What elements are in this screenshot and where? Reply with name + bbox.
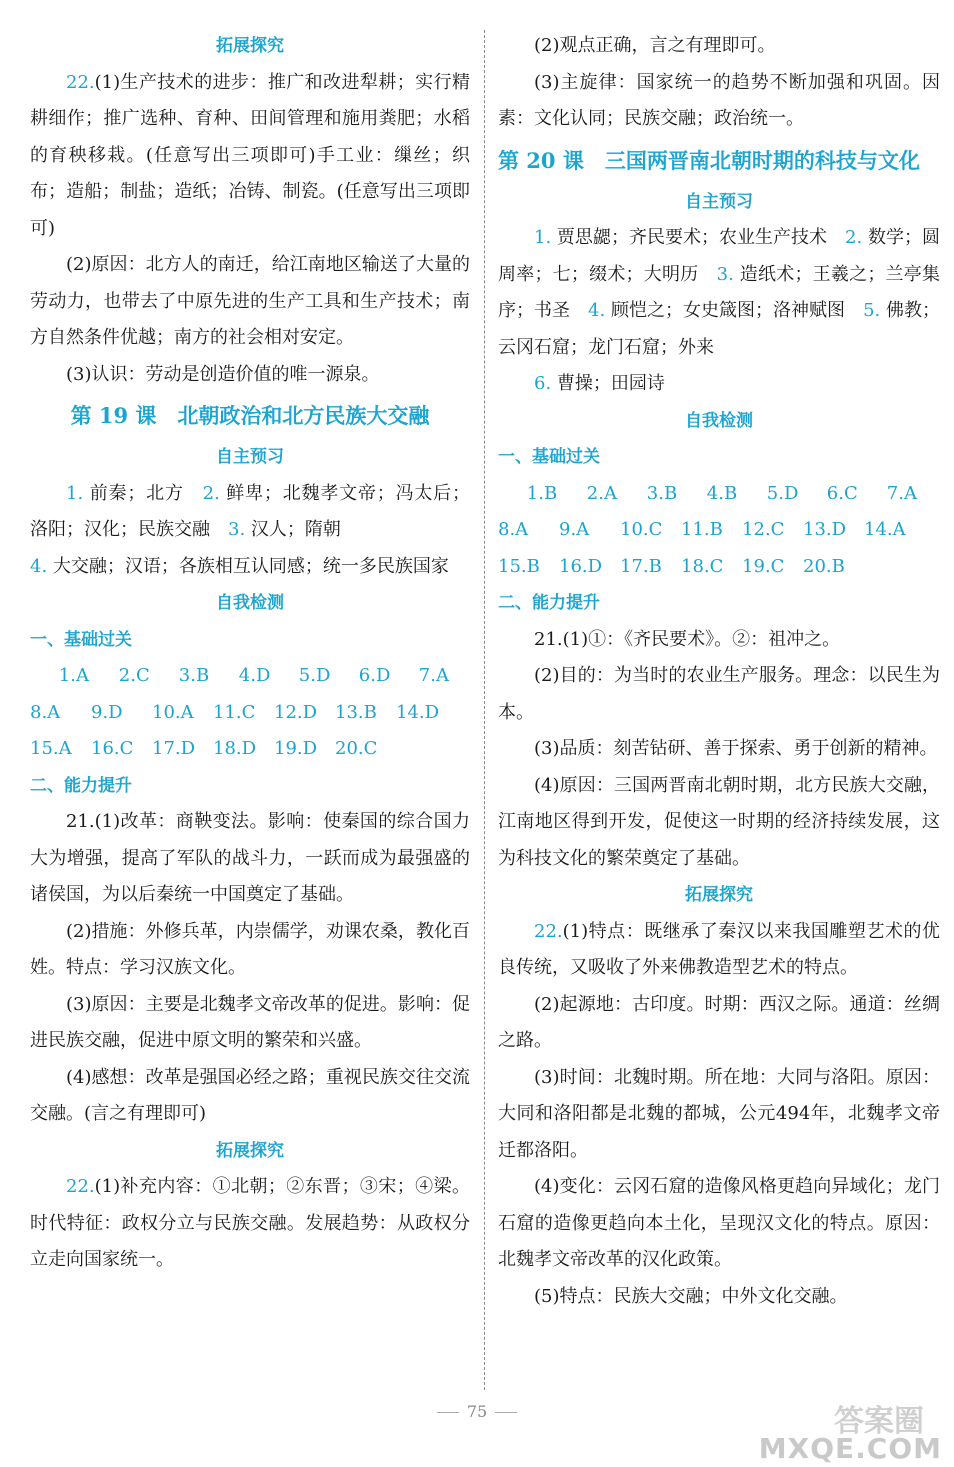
preview-answers: 1. 贾思勰；齐民要术；农业生产技术 2. 数学；圆周率；七；缀术；大明历 3. 造纸术；王羲之；兰亭集序；书圣 4. 顾恺之；女史箴图；洛神赋图 5. 佛教；云冈石窟；龙门石窟；外来 xyxy=(498,227,940,358)
answer-paragraph: (4)感想：改革是强国必经之路；重视民族交往交流交融。(言之有理即可) xyxy=(30,1066,470,1124)
answer-paragraph: (4)原因：三国两晋南北朝时期，北方民族大交融，江南地区得到开发，促使这一时期的经济持续发展，这为科技文化的繁荣奠定了基础。 xyxy=(498,774,940,869)
choice-answer: 9.A xyxy=(559,519,590,540)
right-column xyxy=(498,28,940,1315)
choice-answer: 18.C xyxy=(681,555,724,577)
answer-paragraph: (5)特点：民族大交融；中外文化交融。 xyxy=(534,1285,848,1307)
section-title-explore: 拓展探究 xyxy=(216,36,284,56)
page-number-dash xyxy=(495,1412,517,1413)
choice-answer: 19.D xyxy=(274,738,318,759)
answer-paragraph: (2)原因：北方人的南迁，给江南地区输送了大量的劳动力，也带去了中原先进的生产工具和生产技术；南方自然条件优越；南方的社会相对安定。 xyxy=(30,254,470,348)
choice-answer: 2.A xyxy=(586,482,617,504)
section-title-explore: 拓展探究 xyxy=(685,885,753,905)
answer-paragraph: 21.(1)改革：商鞅变法。影响：使秦国的综合国力大为增强，提高了军队的战斗力，一跃而成为最强盛的诸侯国，为以后秦统一中国奠定了基础。 xyxy=(30,811,470,905)
page-number-dash xyxy=(437,1412,459,1413)
answer-row xyxy=(30,658,470,695)
choice-answer: 12.D xyxy=(274,701,318,723)
choice-answer: 5.D xyxy=(766,482,799,504)
answer-paragraph: (2)措施：外修兵革，内崇儒学，劝课农桑，教化百姓。特点：学习汉族文化。 xyxy=(30,920,470,978)
answer-row xyxy=(30,695,470,732)
section-title-check: 自我检测 xyxy=(685,410,753,431)
watermark-logo-top: 答案圈 xyxy=(834,1404,924,1439)
choice-answer: 15.B xyxy=(498,555,540,577)
choice-answer: 20.B xyxy=(803,555,845,577)
choice-answer: 17.B xyxy=(620,555,662,577)
choice-answers xyxy=(30,658,470,768)
choice-answer: 1.B xyxy=(526,482,558,504)
answer-paragraph: 22.(1)生产技术的进步：推广和改进犁耕；实行精耕细作；推广选种、育种、田间管理和施用粪肥；水稻的育秧移栽。(任意写出三项即可)手工业：缫丝；织布；造船；制盐；造纸；冶铸、制瓷。(任意写出三项即可) xyxy=(30,71,470,239)
answer-row xyxy=(498,476,940,513)
answer-paragraph: (3)主旋律：国家统一的趋势不断加强和巩固。因素：文化认同；民族交融；政治统一。 xyxy=(498,71,940,129)
choice-answer: 8.A xyxy=(30,701,61,723)
lesson-title: 第 19 课 北朝政治和北方民族大交融 xyxy=(70,403,430,428)
choice-answer: 7.A xyxy=(418,665,449,686)
choice-answer: 13.D xyxy=(803,519,847,540)
subsection-basic: 一、基础过关 xyxy=(498,447,600,467)
choice-answer: 17.D xyxy=(152,738,196,759)
section-title-preview: 自主预习 xyxy=(685,191,753,212)
choice-answer: 3.B xyxy=(178,665,210,686)
answer-paragraph: (3)时间：北魏时期。所在地：大同与洛阳。原因：大同和洛阳都是北魏的都城，公元494年，北魏孝文帝迁都洛阳。 xyxy=(498,1066,940,1161)
choice-answer: 8.A xyxy=(498,519,529,540)
choice-answer: 18.D xyxy=(213,738,257,759)
section-title-preview: 自主预习 xyxy=(216,447,284,467)
section-title-check: 自我检测 xyxy=(216,593,284,613)
answer-paragraph: (3)认识：劳动是创造价值的唯一源泉。 xyxy=(66,363,380,385)
choice-answer: 19.C xyxy=(742,555,785,577)
choice-answer: 20.C xyxy=(335,738,378,759)
choice-answers xyxy=(498,476,940,586)
choice-answer: 13.B xyxy=(335,701,377,723)
answer-paragraph: (3)品质：刻苦钻研、善于探索、勇于创新的精神。 xyxy=(534,738,938,759)
subsection-ability: 二、能力提升 xyxy=(30,775,132,796)
choice-answer: 2.C xyxy=(118,665,150,686)
choice-answer: 12.C xyxy=(742,519,785,540)
choice-answer: 4.D xyxy=(238,665,271,686)
choice-answer: 6.C xyxy=(826,482,858,504)
choice-answer: 10.C xyxy=(620,519,663,540)
choice-answer: 11.C xyxy=(213,701,256,723)
lesson-title: 第 20 课 三国两晋南北朝时期的科技与文化 xyxy=(498,147,920,173)
preview-answers-cont: 6. 曹操；田园诗 xyxy=(534,373,665,394)
choice-answer: 4.B xyxy=(706,482,738,504)
page-number: 75 xyxy=(0,1402,954,1421)
choice-answer: 16.D xyxy=(559,555,603,577)
choice-answer: 1.A xyxy=(58,665,89,686)
section-title-explore: 拓展探究 xyxy=(216,1140,284,1161)
left-column xyxy=(30,28,470,1279)
answer-paragraph: (2)起源地：古印度。时期：西汉之际。通道：丝绸之路。 xyxy=(498,993,940,1051)
choice-answer: 10.A xyxy=(152,701,194,723)
choice-answer: 14.D xyxy=(396,701,440,723)
choice-answer: 6.D xyxy=(358,665,391,686)
subsection-basic: 一、基础过关 xyxy=(30,629,132,650)
preview-answers: 1. 前秦；北方 2. 鲜卑；北魏孝文帝；冯太后；洛阳；汉化；民族交融 3. 汉人；隋朝 xyxy=(30,482,470,540)
choice-answer: 11.B xyxy=(681,519,723,540)
choice-answer: 5.D xyxy=(298,665,331,686)
choice-answer: 16.C xyxy=(91,738,134,759)
answer-paragraph: (3)原因：主要是北魏孝文帝改革的促进。影响：促进民族交融，促进中原文明的繁荣和兴盛。 xyxy=(30,993,470,1051)
answer-paragraph: 22.(1)补充内容：①北朝；②东晋；③宋；④梁。时代特征：政权分立与民族交融。发展趋势：从政权分立走向国家统一。 xyxy=(30,1176,470,1270)
answer-row xyxy=(498,549,940,586)
answer-paragraph: 22.(1)特点：既继承了秦汉以来我国雕塑艺术的优良传统，又吸收了外来佛教造型艺术的特点。 xyxy=(498,920,940,978)
choice-answer: 7.A xyxy=(886,482,917,504)
answer-row xyxy=(30,731,470,768)
choice-answer: 14.A xyxy=(864,519,906,540)
subsection-ability: 二、能力提升 xyxy=(498,593,600,613)
choice-answer: 15.A xyxy=(30,738,72,759)
column-divider xyxy=(484,30,485,1390)
answer-paragraph: (2)观点正确，言之有理即可。 xyxy=(534,35,776,56)
answer-paragraph: (4)变化：云冈石窟的造像风格更趋向异域化；龙门石窟的造像更趋向本土化，呈现汉文化的特点。原因：北魏孝文帝改革的汉化政策。 xyxy=(498,1176,940,1270)
choice-answer: 9.D xyxy=(91,701,123,723)
preview-answers-cont: 4. 大交融；汉语；各族相互认同感；统一多民族国家 xyxy=(30,555,449,577)
answer-paragraph: (2)目的：为当时的农业生产服务。理念：以民生为本。 xyxy=(498,665,940,723)
watermark-logo-bottom: MXQE.COM xyxy=(758,1432,942,1465)
answer-row xyxy=(498,512,940,549)
choice-answer: 3.B xyxy=(646,482,678,504)
answer-paragraph: 21.(1)①：《齐民要术》。②：祖冲之。 xyxy=(534,628,841,650)
